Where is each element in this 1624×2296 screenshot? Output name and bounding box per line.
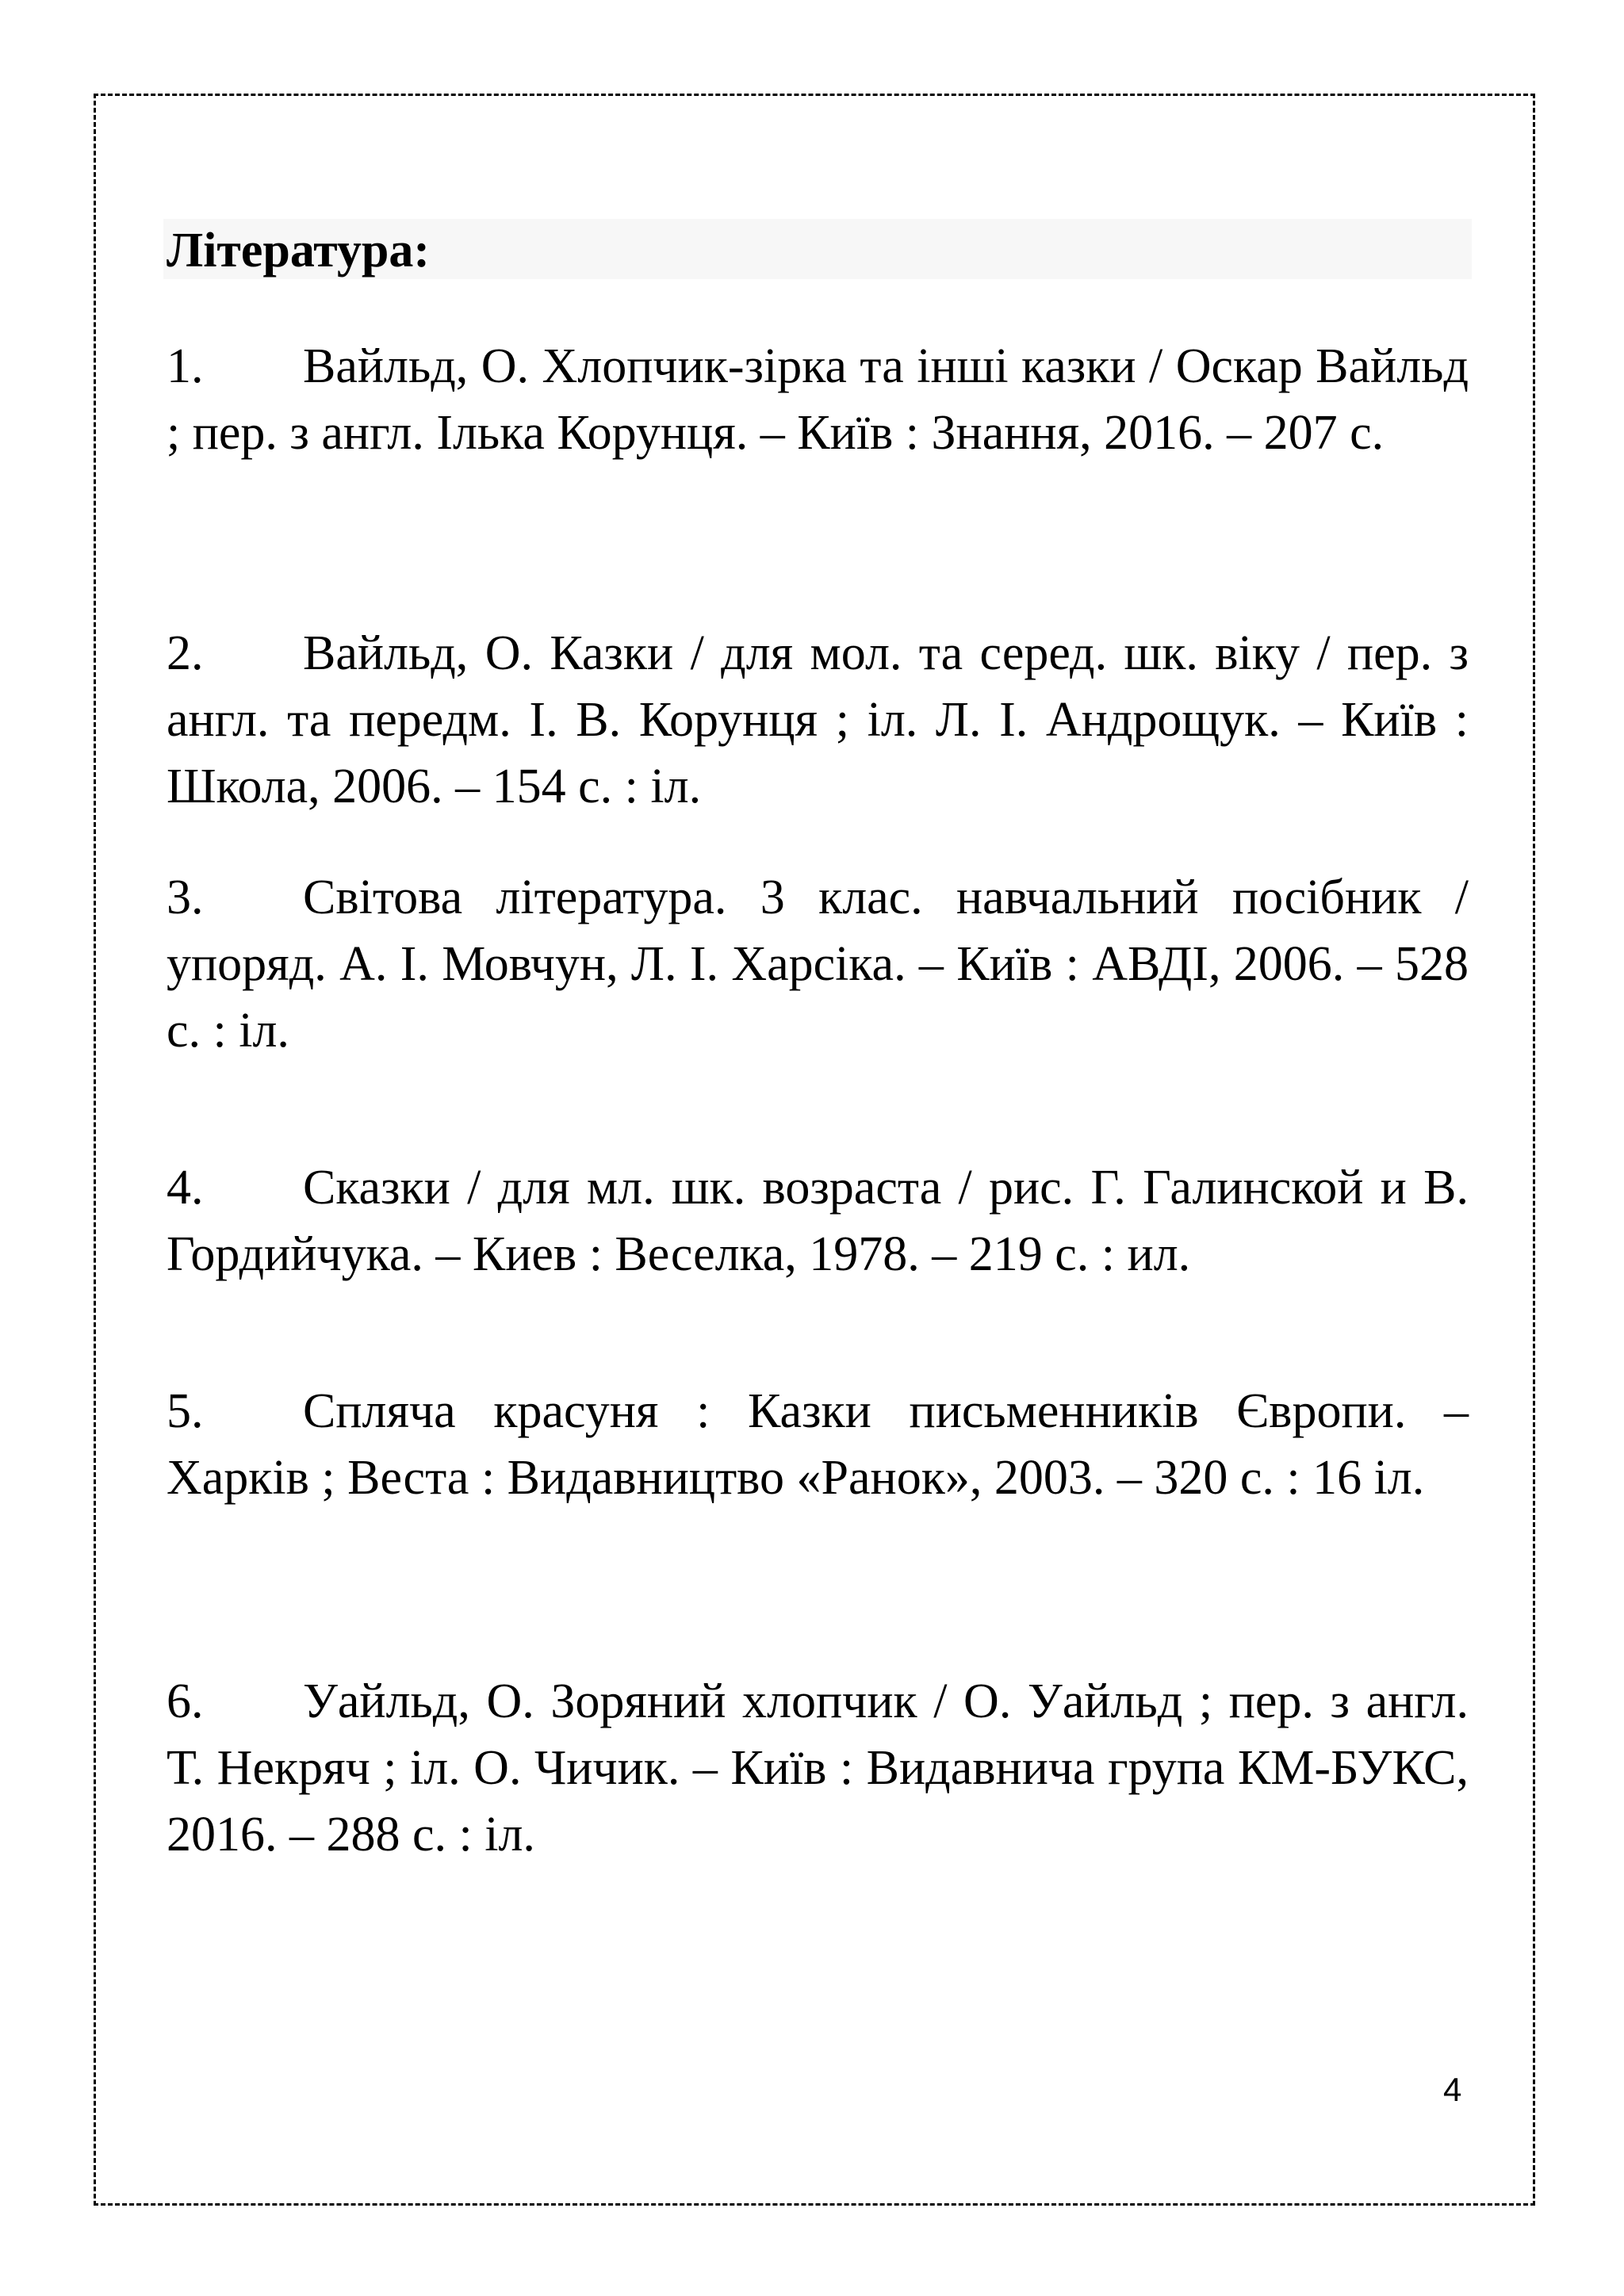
entry-text: Вайльд, О. Хлопчик-зірка та інші казки / Оскар Вайльд ; пер. з англ. Ілька Корунця. – Київ : Знання, 2016. – 207 с. <box>167 339 1469 460</box>
entry-number: 6. <box>167 1674 204 1728</box>
entry-number: 3. <box>167 871 204 924</box>
bibliography-entry-3 <box>167 864 1469 1064</box>
entry-text: Вайльд, О. Казки / для мол. та серед. шк. віку / пер. з англ. та передм. І. В. Корунця ; іл. Л. І. Андрощук. – Київ : Школа, 2006. – 154 с. : іл. <box>167 626 1469 813</box>
entry-number: 5. <box>167 1384 204 1438</box>
page-number: 4 <box>1443 2071 1462 2108</box>
bibliography-entry-1 <box>167 333 1469 466</box>
bibliography-entry-4 <box>167 1154 1469 1288</box>
bibliography-entry-5 <box>167 1378 1469 1511</box>
literature-heading: Література: <box>167 224 431 277</box>
entry-number: 2. <box>167 626 204 680</box>
entry-text: Уайльд, О. Зоряний хлопчик / О. Уайльд ; пер. з англ. Т. Некряч ; іл. О. Чичик. – Київ : Видавнича група КМ-БУКС, 2016. – 288 с. : іл. <box>167 1674 1469 1862</box>
entry-text: Сказки / для мл. шк. возраста / рис. Г. Галинской и В. Гордийчука. – Киев : Веселка, 1978. – 219 с. : ил. <box>167 1161 1469 1281</box>
entry-number: 1. <box>167 339 204 393</box>
bibliography-entry-2 <box>167 620 1469 820</box>
entry-number: 4. <box>167 1161 204 1215</box>
entry-text: Спляча красуня : Казки письменників Європи. – Харків ; Веста : Видавництво «Ранок», 2003. – 320 с. : 16 іл. <box>167 1384 1469 1505</box>
bibliography-entry-6 <box>167 1668 1469 1868</box>
entry-text: Світова література. 3 клас. навчальний посібник / упоряд. А. І. Мовчун, Л. І. Харсіка. – Київ : АВДІ, 2006. – 528 с. : іл. <box>167 871 1469 1058</box>
